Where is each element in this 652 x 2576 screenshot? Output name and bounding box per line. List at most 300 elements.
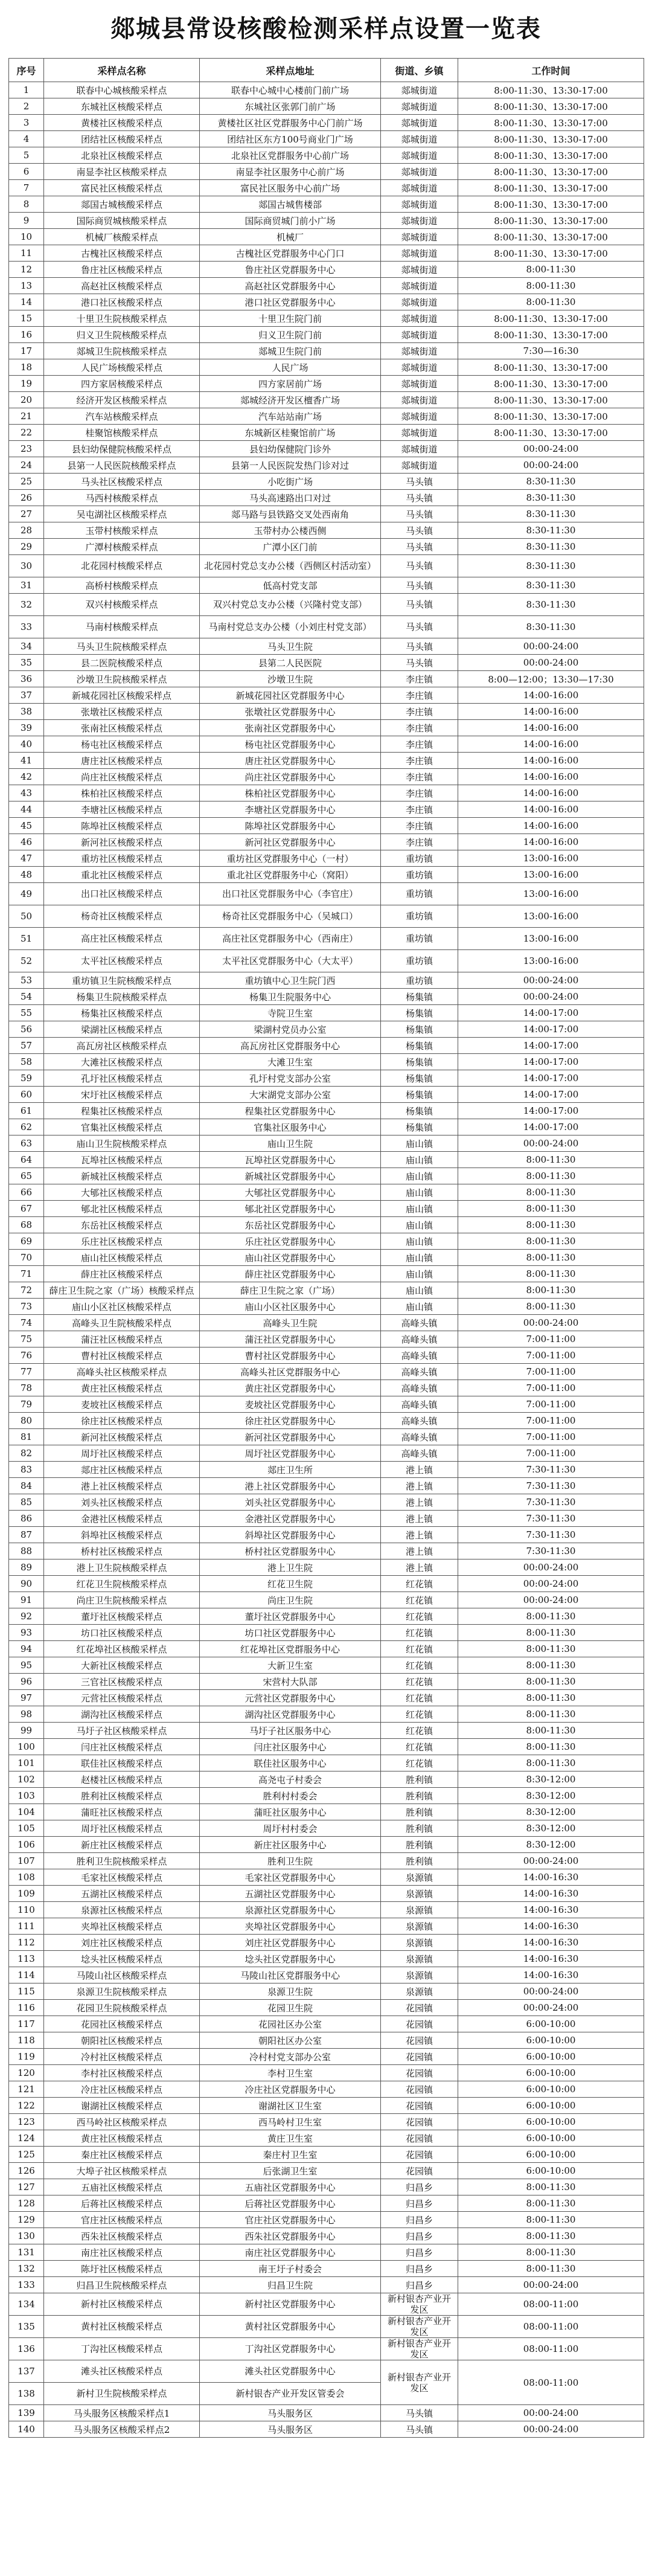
cell-hours: 8:00-11:30、13:30-17:00 xyxy=(458,180,644,196)
cell-town: 马头镇 xyxy=(381,2405,458,2421)
cell-index: 36 xyxy=(9,671,44,687)
cell-index: 47 xyxy=(9,850,44,867)
table-row xyxy=(9,2228,644,2244)
cell-site-address: 蒲汪社区党群服务中心 xyxy=(200,1331,381,1347)
cell-site-name: 国际商贸城核酸采样点 xyxy=(44,213,200,229)
cell-site-name: 李塘社区核酸采样点 xyxy=(44,801,200,818)
cell-site-address: 胜利卫生院 xyxy=(200,1853,381,1869)
cell-hours: 8:00-11:30、13:30-17:00 xyxy=(458,196,644,213)
cell-index: 32 xyxy=(9,594,44,616)
cell-site-name: 北泉社区核酸采样点 xyxy=(44,147,200,164)
cell-hours: 8:00-11:30、13:30-17:00 xyxy=(458,115,644,131)
cell-site-address: 泉源卫生院 xyxy=(200,1983,381,2000)
cell-index: 135 xyxy=(9,2316,44,2338)
cell-town: 郯城街道 xyxy=(381,229,458,245)
cell-town: 红花镇 xyxy=(381,1755,458,1771)
cell-hours: 8:00-11:30、13:30-17:00 xyxy=(458,245,644,262)
cell-town: 杨集镇 xyxy=(381,989,458,1005)
cell-site-name: 官庄社区核酸采样点 xyxy=(44,2212,200,2228)
cell-hours: 8:00-11:30 xyxy=(458,2261,644,2277)
cell-hours: 8:00-11:30 xyxy=(458,294,644,310)
cell-index: 61 xyxy=(9,1103,44,1119)
table-row xyxy=(9,1396,644,1413)
cell-site-name: 新庄社区核酸采样点 xyxy=(44,1837,200,1853)
cell-site-name: 杨集社区核酸采样点 xyxy=(44,1005,200,1021)
table-row xyxy=(9,1625,644,1641)
table-row xyxy=(9,490,644,506)
cell-town: 郯城街道 xyxy=(381,441,458,457)
cell-town: 庙山镇 xyxy=(381,1152,458,1168)
table-row xyxy=(9,1445,644,1462)
cell-hours: 14:00-16:30 xyxy=(458,1886,644,1902)
cell-hours: 14:00-16:00 xyxy=(458,720,644,736)
cell-town: 杨集镇 xyxy=(381,1087,458,1103)
table-row xyxy=(9,1576,644,1592)
cell-hours: 8:00-11:30 xyxy=(458,1168,644,1184)
cell-index: 78 xyxy=(9,1380,44,1396)
cell-index: 26 xyxy=(9,490,44,506)
cell-site-address: 新城花园社区党群服务中心 xyxy=(200,687,381,704)
table-row xyxy=(9,1135,644,1152)
cell-hours: 14:00-16:30 xyxy=(458,1902,644,1918)
cell-site-name: 五庙社区核酸采样点 xyxy=(44,2179,200,2195)
cell-site-address: 高赵社区党群服务中心 xyxy=(200,278,381,294)
cell-site-address: 东城新区桂聚馆前广场 xyxy=(200,425,381,441)
cell-index: 83 xyxy=(9,1462,44,1478)
cell-index: 24 xyxy=(9,457,44,474)
cell-site-address: 坊口社区党群服务中心 xyxy=(200,1625,381,1641)
cell-hours: 8:00-11:30 xyxy=(458,1608,644,1625)
table-row xyxy=(9,818,644,834)
cell-hours: 8:00-11:30、13:30-17:00 xyxy=(458,164,644,180)
table-row xyxy=(9,989,644,1005)
table-row xyxy=(9,310,644,327)
cell-site-name: 马头社区核酸采样点 xyxy=(44,474,200,490)
cell-hours: 00:00-24:00 xyxy=(458,2421,644,2438)
table-row xyxy=(9,687,644,704)
cell-site-name: 大新社区核酸采样点 xyxy=(44,1657,200,1674)
table-header-row xyxy=(9,59,644,82)
cell-site-address: 湖沟社区党群服务中心 xyxy=(200,1706,381,1723)
cell-index: 120 xyxy=(9,2065,44,2081)
table-row xyxy=(9,1462,644,1478)
cell-town: 李庄镇 xyxy=(381,753,458,769)
cell-index: 97 xyxy=(9,1690,44,1706)
cell-index: 96 xyxy=(9,1674,44,1690)
table-row xyxy=(9,1527,644,1543)
cell-hours: 14:00-17:00 xyxy=(458,1119,644,1135)
cell-town: 归昌乡 xyxy=(381,2212,458,2228)
cell-index: 105 xyxy=(9,1820,44,1837)
cell-town: 红花镇 xyxy=(381,1739,458,1755)
cell-town: 庙山镇 xyxy=(381,1233,458,1250)
table-row xyxy=(9,834,644,850)
cell-site-name: 高庄社区核酸采样点 xyxy=(44,928,200,950)
cell-hours: 00:00-24:00 xyxy=(458,1135,644,1152)
table-row xyxy=(9,1739,644,1755)
cell-town: 郯城街道 xyxy=(381,343,458,359)
cell-hours: 8:30-11:30 xyxy=(458,577,644,594)
table-row xyxy=(9,1087,644,1103)
cell-site-address: 西马岭村卫生室 xyxy=(200,2114,381,2130)
cell-site-address: 出口社区党群服务中心（李官庄） xyxy=(200,883,381,905)
cell-hours: 14:00-16:00 xyxy=(458,687,644,704)
cell-hours: 7:00-11:00 xyxy=(458,1429,644,1445)
header-index: 序号 xyxy=(9,59,44,82)
cell-site-address: 麦坡社区党群服务中心 xyxy=(200,1396,381,1413)
cell-town: 马头镇 xyxy=(381,638,458,655)
cell-site-address: 杨屯社区党群服务中心 xyxy=(200,736,381,753)
cell-index: 62 xyxy=(9,1119,44,1135)
cell-index: 71 xyxy=(9,1266,44,1282)
cell-town: 庙山镇 xyxy=(381,1184,458,1201)
cell-site-name: 机械厂核酸采样点 xyxy=(44,229,200,245)
cell-hours: 14:00-17:00 xyxy=(458,1087,644,1103)
cell-hours: 7:00-11:00 xyxy=(458,1364,644,1380)
cell-town: 重坊镇 xyxy=(381,867,458,883)
cell-town: 杨集镇 xyxy=(381,1005,458,1021)
cell-index: 77 xyxy=(9,1364,44,1380)
cell-site-address: 新村社区党群服务中心 xyxy=(200,2293,381,2316)
table-row xyxy=(9,753,644,769)
cell-town: 李庄镇 xyxy=(381,769,458,785)
cell-index: 43 xyxy=(9,785,44,801)
cell-site-address: 国际商贸城门前小广场 xyxy=(200,213,381,229)
cell-town: 郯城街道 xyxy=(381,327,458,343)
cell-town: 归昌乡 xyxy=(381,2261,458,2277)
cell-town: 归昌乡 xyxy=(381,2277,458,2293)
table-row xyxy=(9,1217,644,1233)
cell-index: 138 xyxy=(9,2383,44,2405)
cell-town: 郯城街道 xyxy=(381,196,458,213)
cell-site-name: 红花埠社区核酸采样点 xyxy=(44,1641,200,1657)
cell-site-name: 沙墩卫生院核酸采样点 xyxy=(44,671,200,687)
cell-site-name: 东岳社区核酸采样点 xyxy=(44,1217,200,1233)
table-row xyxy=(9,1723,644,1739)
cell-site-name: 四方家居核酸采样点 xyxy=(44,376,200,392)
table-row xyxy=(9,928,644,950)
table-row xyxy=(9,1902,644,1918)
table-row xyxy=(9,1331,644,1347)
table-row xyxy=(9,1886,644,1902)
cell-site-name: 人民广场核酸采样点 xyxy=(44,359,200,376)
cell-town: 泉源镇 xyxy=(381,1869,458,1886)
cell-hours: 6:00-10:00 xyxy=(458,2081,644,2098)
cell-site-address: 港口社区党群服务中心 xyxy=(200,294,381,310)
cell-index: 69 xyxy=(9,1233,44,1250)
cell-index: 136 xyxy=(9,2338,44,2360)
cell-hours: 8:00-11:30 xyxy=(458,1299,644,1315)
header-hours: 工作时间 xyxy=(458,59,644,82)
cell-index: 103 xyxy=(9,1788,44,1804)
table-row xyxy=(9,1935,644,1951)
cell-index: 2 xyxy=(9,98,44,115)
cell-site-name: 双兴村核酸采样点 xyxy=(44,594,200,616)
cell-site-name: 冷庄社区核酸采样点 xyxy=(44,2081,200,2098)
cell-index: 20 xyxy=(9,392,44,408)
cell-site-name: 北花园村核酸采样点 xyxy=(44,555,200,577)
cell-town: 马头镇 xyxy=(381,577,458,594)
cell-site-address: 机械厂 xyxy=(200,229,381,245)
cell-town: 胜利镇 xyxy=(381,1837,458,1853)
cell-site-address: 新河社区党群服务中心 xyxy=(200,1429,381,1445)
cell-index: 64 xyxy=(9,1152,44,1168)
table-row xyxy=(9,2049,644,2065)
table-row xyxy=(9,950,644,972)
table-row xyxy=(9,1543,644,1559)
cell-hours: 00:00-24:00 xyxy=(458,1592,644,1608)
cell-site-address: 汽车站站南广场 xyxy=(200,408,381,425)
cell-hours: 14:00-16:00 xyxy=(458,769,644,785)
cell-hours: 00:00-24:00 xyxy=(458,441,644,457)
cell-site-name: 宋圩社区核酸采样点 xyxy=(44,1087,200,1103)
cell-town: 港上镇 xyxy=(381,1527,458,1543)
cell-index: 31 xyxy=(9,577,44,594)
cell-site-name: 唐庄社区核酸采样点 xyxy=(44,753,200,769)
cell-site-name: 梁湖社区核酸采样点 xyxy=(44,1021,200,1038)
cell-site-name: 汽车站核酸采样点 xyxy=(44,408,200,425)
cell-index: 81 xyxy=(9,1429,44,1445)
cell-hours: 7:00-11:00 xyxy=(458,1347,644,1364)
table-row xyxy=(9,2000,644,2016)
cell-index: 108 xyxy=(9,1869,44,1886)
cell-site-address: 官庄社区党群服务中心 xyxy=(200,2212,381,2228)
cell-town: 马头镇 xyxy=(381,539,458,555)
cell-index: 113 xyxy=(9,1951,44,1967)
cell-hours: 6:00-10:00 xyxy=(458,2032,644,2049)
cell-site-address: 北花园村党总支办公楼（西侧区村活动室） xyxy=(200,555,381,577)
cell-hours: 8:30-12:00 xyxy=(458,1837,644,1853)
cell-town: 郯城街道 xyxy=(381,131,458,147)
cell-town: 郯城街道 xyxy=(381,359,458,376)
cell-site-address: 周圩村村委会 xyxy=(200,1820,381,1837)
cell-site-name: 西朱社区核酸采样点 xyxy=(44,2228,200,2244)
cell-index: 1 xyxy=(9,82,44,98)
cell-site-address: 高尧屯子村委会 xyxy=(200,1771,381,1788)
cell-site-address: 高瓦房社区党群服务中心 xyxy=(200,1038,381,1054)
cell-town: 庙山镇 xyxy=(381,1250,458,1266)
cell-site-name: 郯庄社区核酸采样点 xyxy=(44,1462,200,1478)
cell-town: 归昌乡 xyxy=(381,2228,458,2244)
cell-site-address: 花园社区办公室 xyxy=(200,2016,381,2032)
cell-town: 红花镇 xyxy=(381,1690,458,1706)
cell-hours: 8:30-11:30 xyxy=(458,539,644,555)
cell-site-address: 红花卫生院 xyxy=(200,1576,381,1592)
table-row xyxy=(9,1706,644,1723)
cell-town: 新村银杏产业开发区 xyxy=(381,2360,458,2405)
cell-town: 高峰头镇 xyxy=(381,1315,458,1331)
cell-site-address: 毛家社区党群服务中心 xyxy=(200,1869,381,1886)
cell-site-address: 归昌卫生院 xyxy=(200,2277,381,2293)
cell-site-address: 鲁庄社区党群服务中心 xyxy=(200,262,381,278)
cell-index: 123 xyxy=(9,2114,44,2130)
table-row xyxy=(9,1250,644,1266)
cell-index: 29 xyxy=(9,539,44,555)
table-row xyxy=(9,1511,644,1527)
cell-hours: 8:00-11:30 xyxy=(458,1641,644,1657)
cell-site-address: 重坊社区党群服务中心（一村） xyxy=(200,850,381,867)
cell-hours: 6:00-10:00 xyxy=(458,2065,644,2081)
cell-site-address: 高峰头社区党群服务中心 xyxy=(200,1364,381,1380)
cell-site-address: 新庄社区服务中心 xyxy=(200,1837,381,1853)
cell-site-name: 闫庄社区核酸采样点 xyxy=(44,1739,200,1755)
cell-hours: 8:00-11:30、13:30-17:00 xyxy=(458,376,644,392)
cell-site-address: 县第二人民医院 xyxy=(200,655,381,671)
cell-index: 137 xyxy=(9,2360,44,2383)
cell-town: 郯城街道 xyxy=(381,425,458,441)
cell-town: 泉源镇 xyxy=(381,1983,458,2000)
cell-index: 52 xyxy=(9,950,44,972)
cell-town: 高峰头镇 xyxy=(381,1445,458,1462)
cell-town: 马头镇 xyxy=(381,522,458,539)
cell-index: 111 xyxy=(9,1918,44,1935)
cell-site-address: 港上社区党群服务中心 xyxy=(200,1478,381,1494)
cell-site-address: 大郇社区党群服务中心 xyxy=(200,1184,381,1201)
table-row xyxy=(9,2016,644,2032)
cell-hours: 8:30-12:00 xyxy=(458,1771,644,1788)
cell-site-address: 尚庄卫生院 xyxy=(200,1592,381,1608)
cell-site-name: 桂聚馆核酸采样点 xyxy=(44,425,200,441)
cell-site-address: 重北社区党群服务中心（窝阳） xyxy=(200,867,381,883)
table-row xyxy=(9,1299,644,1315)
cell-site-name: 富民社区核酸采样点 xyxy=(44,180,200,196)
cell-site-name: 瓦埠社区核酸采样点 xyxy=(44,1152,200,1168)
cell-town: 红花镇 xyxy=(381,1592,458,1608)
cell-index: 15 xyxy=(9,310,44,327)
cell-site-address: 孔圩村党支部办公室 xyxy=(200,1070,381,1087)
cell-site-address: 低高村党支部 xyxy=(200,577,381,594)
cell-hours: 00:00-24:00 xyxy=(458,638,644,655)
cell-index: 124 xyxy=(9,2130,44,2147)
cell-site-name: 黄楼社区核酸采样点 xyxy=(44,115,200,131)
cell-index: 7 xyxy=(9,180,44,196)
cell-index: 82 xyxy=(9,1445,44,1462)
cell-index: 107 xyxy=(9,1853,44,1869)
cell-site-address: 桥村社区党群服务中心 xyxy=(200,1543,381,1559)
table-row xyxy=(9,655,644,671)
cell-town: 马头镇 xyxy=(381,655,458,671)
cell-site-name: 程集社区核酸采样点 xyxy=(44,1103,200,1119)
cell-hours: 8:00-11:30 xyxy=(458,2179,644,2195)
cell-site-address: 东城社区张郭门前广场 xyxy=(200,98,381,115)
cell-index: 33 xyxy=(9,616,44,638)
cell-site-name: 胜利卫生院核酸采样点 xyxy=(44,1853,200,1869)
table-row xyxy=(9,1429,644,1445)
cell-hours: 14:00-16:30 xyxy=(458,1967,644,1983)
cell-hours: 8:00-11:30 xyxy=(458,1625,644,1641)
cell-site-name: 高峰头卫生院核酸采样点 xyxy=(44,1315,200,1331)
cell-town: 花园镇 xyxy=(381,2147,458,2163)
cell-site-name: 埝头社区核酸采样点 xyxy=(44,1951,200,1967)
cell-town: 港上镇 xyxy=(381,1511,458,1527)
cell-index: 5 xyxy=(9,147,44,164)
cell-site-address: 株柏社区党群服务中心 xyxy=(200,785,381,801)
cell-town: 李庄镇 xyxy=(381,736,458,753)
cell-hours: 8:00-11:30 xyxy=(458,1250,644,1266)
cell-town: 杨集镇 xyxy=(381,1119,458,1135)
table-row xyxy=(9,1755,644,1771)
cell-town: 庙山镇 xyxy=(381,1168,458,1184)
cell-site-address: 新河社区党群服务中心 xyxy=(200,834,381,850)
cell-hours: 8:00-11:30 xyxy=(458,278,644,294)
cell-index: 73 xyxy=(9,1299,44,1315)
cell-index: 42 xyxy=(9,769,44,785)
cell-site-address: 徐庄社区党群服务中心 xyxy=(200,1413,381,1429)
cell-index: 58 xyxy=(9,1054,44,1070)
cell-site-name: 高桥村核酸采样点 xyxy=(44,577,200,594)
cell-hours: 6:00-10:00 xyxy=(458,2016,644,2032)
cell-site-address: 郯庄卫生所 xyxy=(200,1462,381,1478)
cell-town: 红花镇 xyxy=(381,1625,458,1641)
cell-hours: 8:00-11:30 xyxy=(458,1201,644,1217)
cell-site-address: 马头卫生院 xyxy=(200,638,381,655)
cell-hours: 7:00-11:00 xyxy=(458,1380,644,1396)
cell-hours: 8:00-11:30、13:30-17:00 xyxy=(458,213,644,229)
cell-index: 93 xyxy=(9,1625,44,1641)
cell-town: 李庄镇 xyxy=(381,785,458,801)
cell-site-address: 五湖社区党群服务中心 xyxy=(200,1886,381,1902)
cell-site-name: 庙山卫生院核酸采样点 xyxy=(44,1135,200,1152)
table-row xyxy=(9,2338,644,2360)
table-row xyxy=(9,1038,644,1054)
cell-town: 庙山镇 xyxy=(381,1201,458,1217)
cell-site-address: 斜埠社区党群服务中心 xyxy=(200,1527,381,1543)
cell-hours: 7:30-11:30 xyxy=(458,1462,644,1478)
cell-site-name: 夹埠社区核酸采样点 xyxy=(44,1918,200,1935)
cell-index: 44 xyxy=(9,801,44,818)
cell-site-name: 团结社区核酸采样点 xyxy=(44,131,200,147)
cell-town: 马头镇 xyxy=(381,555,458,577)
table-row xyxy=(9,1820,644,1837)
cell-town: 花园镇 xyxy=(381,2049,458,2065)
cell-site-name: 大滩社区核酸采样点 xyxy=(44,1054,200,1070)
cell-town: 高峰头镇 xyxy=(381,1429,458,1445)
table-row xyxy=(9,196,644,213)
cell-site-address: 北泉社区党群服务中心前广场 xyxy=(200,147,381,164)
cell-site-name: 太平社区核酸采样点 xyxy=(44,950,200,972)
cell-town: 红花镇 xyxy=(381,1706,458,1723)
cell-town: 郯城街道 xyxy=(381,115,458,131)
cell-index: 139 xyxy=(9,2405,44,2421)
table-row xyxy=(9,1201,644,1217)
cell-town: 马头镇 xyxy=(381,2421,458,2438)
cell-hours: 8:00-11:30、13:30-17:00 xyxy=(458,131,644,147)
cell-hours: 8:00-11:30、13:30-17:00 xyxy=(458,147,644,164)
cell-site-name: 古槐社区核酸采样点 xyxy=(44,245,200,262)
cell-hours: 7:30-11:30 xyxy=(458,1478,644,1494)
table-row xyxy=(9,506,644,522)
cell-index: 49 xyxy=(9,883,44,905)
cell-site-name: 孔圩社区核酸采样点 xyxy=(44,1070,200,1087)
cell-site-name: 三官社区核酸采样点 xyxy=(44,1674,200,1690)
cell-site-name: 朝阳社区核酸采样点 xyxy=(44,2032,200,2049)
table-row xyxy=(9,392,644,408)
cell-site-address: 丁沟社区党群服务中心 xyxy=(200,2338,381,2360)
cell-site-address: 蒲旺社区服务中心 xyxy=(200,1804,381,1820)
cell-town: 红花镇 xyxy=(381,1641,458,1657)
cell-hours: 08:00-11:00 xyxy=(458,2293,644,2316)
cell-hours: 13:00-16:00 xyxy=(458,928,644,950)
cell-hours: 7:00-11:00 xyxy=(458,1396,644,1413)
cell-site-address: 郯国古城售楼部 xyxy=(200,196,381,213)
cell-index: 35 xyxy=(9,655,44,671)
cell-index: 114 xyxy=(9,1967,44,1983)
cell-site-address: 黄庄卫生室 xyxy=(200,2130,381,2147)
cell-index: 48 xyxy=(9,867,44,883)
cell-hours: 08:00-11:00 xyxy=(458,2316,644,2338)
cell-site-name: 新村社区核酸采样点 xyxy=(44,2293,200,2316)
cell-town: 花园镇 xyxy=(381,2016,458,2032)
